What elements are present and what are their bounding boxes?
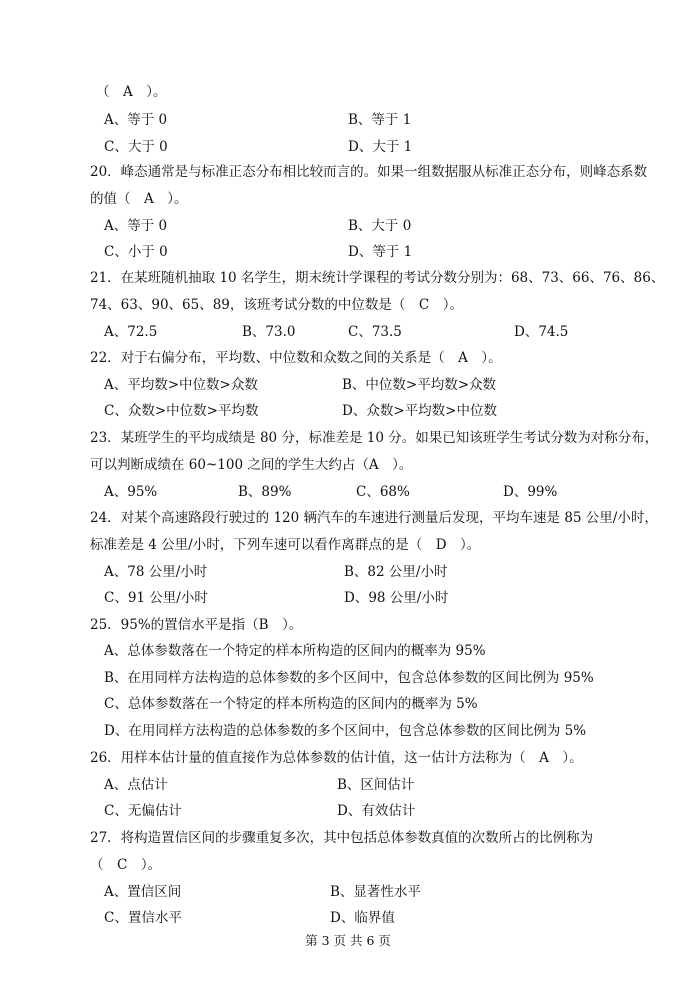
option-a: A、点估计: [104, 777, 168, 793]
option-b: B、区间估计: [337, 777, 415, 793]
option-c: C、91 公里/小时: [104, 590, 208, 606]
option-c: C、68%: [356, 484, 410, 500]
question-20-line-1: 20．峰态通常是与标准正态分布相比较而言的。如果一组数据服从标准正态分布，则峰态系数: [90, 164, 648, 180]
option-a: A、平均数>中位数>众数: [104, 377, 258, 393]
question-24-line-1: 24．对某个高速路段行驶过的 120 辆汽车的车速进行测量后发现，平均车速是 85 公里/小时，: [90, 510, 658, 526]
option-c: C、置信水平: [104, 910, 182, 926]
question-23-line-1: 23．某班学生的平均成绩是 80 分，标准差是 10 分。如果已知该班学生考试分数为对称分布，: [90, 430, 659, 446]
option-d: D、众数>平均数>中位数: [342, 403, 497, 419]
question-21-line-1: 21．在某班随机抽取 10 名学生，期末统计学课程的考试分数分别为：68、73、66、76、86、: [90, 270, 665, 286]
option-c: C、大于 0: [104, 139, 168, 155]
answer-line: （ A ）。: [96, 84, 167, 100]
question-27-line-1: 27．将构造置信区间的步骤重复多次，其中包括总体参数真值的次数所占的比例称为: [90, 830, 594, 846]
option-d: D、在用同样方法构造的总体参数的多个区间中，包含总体参数的区间比例为 5%: [104, 723, 587, 739]
option-a: A、78 公里/小时: [104, 564, 208, 580]
question-24-line-2: 标准差是 4 公里/小时，下列车速可以看作离群点的是（ D ）。: [90, 537, 481, 553]
question-25-line-1: 25．95%的置信水平是指（B ）。: [90, 617, 303, 633]
question-20-line-2: 的值（ A ）。: [90, 191, 188, 207]
option-d: D、74.5: [514, 324, 569, 340]
option-b: B、89%: [238, 484, 292, 500]
page-footer: 第 3 页 共 6 页: [305, 933, 391, 948]
option-d: D、98 公里/小时: [344, 590, 449, 606]
option-b: B、73.0: [242, 324, 296, 340]
option-a: A、置信区间: [104, 884, 182, 900]
option-d: D、大于 1: [348, 139, 413, 155]
option-a: A、等于 0: [104, 112, 168, 128]
option-b: B、82 公里/小时: [344, 564, 448, 580]
option-a: A、总体参数落在一个特定的样本所构造的区间内的概率为 95%: [104, 643, 486, 659]
option-c: C、众数>中位数>平均数: [104, 403, 259, 419]
option-c: C、小于 0: [104, 244, 168, 260]
option-b: B、显著性水平: [330, 884, 421, 900]
option-d: D、临界值: [330, 910, 395, 926]
option-a: A、等于 0: [104, 218, 168, 234]
option-b: B、等于 1: [348, 112, 412, 128]
question-21-line-2: 74、63、90、65、89，该班考试分数的中位数是（ C ）。: [90, 297, 463, 313]
option-c: C、总体参数落在一个特定的样本所构造的区间内的概率为 5%: [104, 696, 478, 712]
option-c: C、73.5: [348, 324, 402, 340]
option-a: A、95%: [104, 484, 158, 500]
option-b: B、在用同样方法构造的总体参数的多个区间中，包含总体参数的区间比例为 95%: [104, 670, 594, 686]
option-d: D、99%: [503, 484, 558, 500]
option-c: C、无偏估计: [104, 803, 182, 819]
option-d: D、有效估计: [337, 803, 416, 819]
option-d: D、等于 1: [348, 244, 413, 260]
question-27-line-2: （ C ）。: [90, 857, 162, 873]
question-22-line-1: 22．对于右偏分布，平均数、中位数和众数之间的关系是（ A ）。: [90, 350, 502, 366]
question-23-line-2: 可以判断成绩在 60~100 之间的学生大约占（A ）。: [90, 457, 413, 473]
option-b: B、中位数>平均数>众数: [342, 377, 497, 393]
question-26-line-1: 26．用样本估计量的值直接作为总体参数的估计值，这一估计方法称为（ A ）。: [90, 750, 583, 766]
option-b: B、大于 0: [348, 218, 412, 234]
option-a: A、72.5: [104, 324, 158, 340]
